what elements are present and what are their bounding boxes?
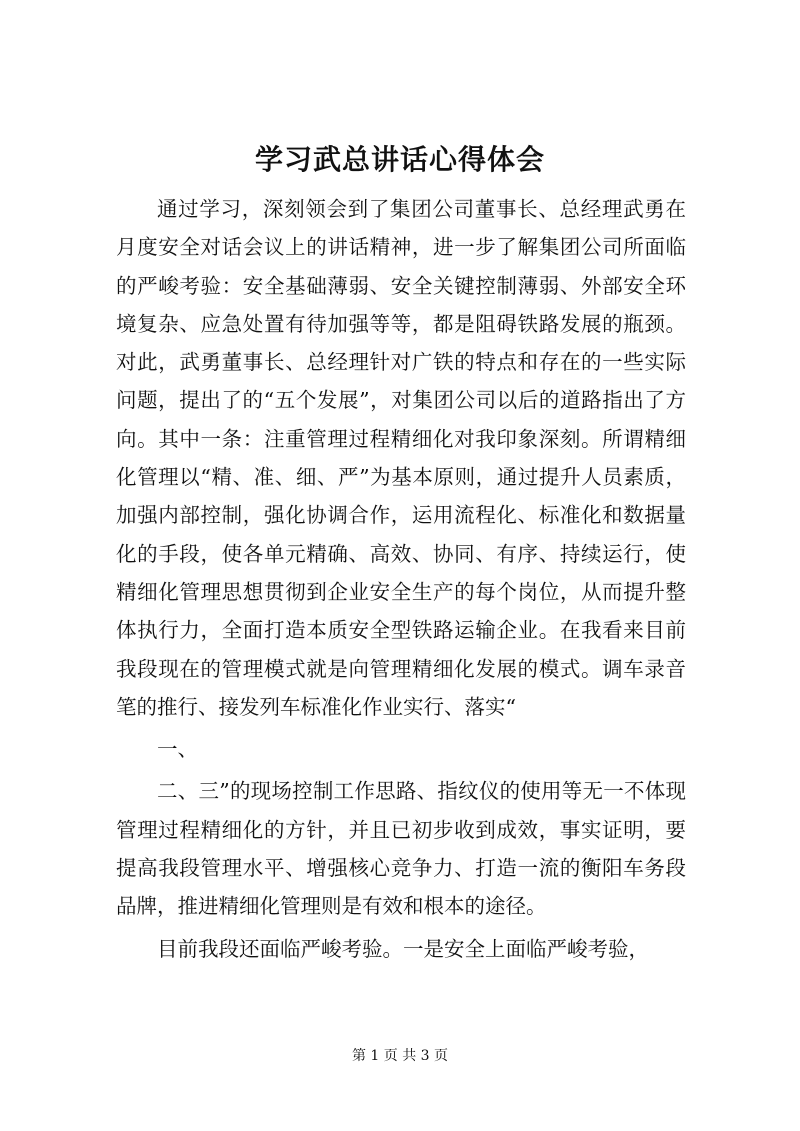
paragraph-1: 通过学习，深刻领会到了集团公司董事长、总经理武勇在月度安全对话会议上的讲话精神，进一步了解集团公司所面临的严峻考验：安全基础薄弱、安全关键控制薄弱、外部安全环境复杂、应急处置有待加强等等，都是阻碍铁路发展的瓶颈。对此，武勇董事长、总经理针对广铁的特点和存在的一些实际问题，提出了的“五个发展”，对集团公司以后的道路指出了方向。其中一条：注重管理过程精细化对我印象深刻。所谓精细化管理以“精、准、细、严”为基本原则，通过提升人员素质，加强内部控制，强化协调合作，运用流程化、标准化和数据量化的手段，使各单元精确、高效、协同、有序、持续运行，使精细化管理思想贯彻到企业安全生产的每个岗位，从而提升整体执行力，全面打造本质安全型铁路运输企业。在我看来目前我段现在的管理模式就是向管理精细化发展的模式。调车录音笔的推行、接发列车标准化作业实行、落实“ bbox=[116, 197, 686, 719]
paragraph-2: 一、 bbox=[157, 737, 198, 762]
paragraph-3: 二、三”的现场控制工作思路、指纹仪的使用等无一不体现管理过程精细化的方针，并且已初步收到成效，事实证明，要提高我段管理水平、增强核心竞争力、打造一流的衡阳车务段品牌，推进精细化管理则是有效和根本的途径。 bbox=[116, 779, 686, 919]
paragraph-4: 目前我段还面临严峻考验。一是安全上面临严峻考验， bbox=[157, 936, 649, 961]
page-number-footer: 第 1 页 共 3 页 bbox=[351, 1048, 449, 1064]
document-title: 学习武总讲话心得体会 bbox=[254, 143, 545, 176]
document-body bbox=[116, 190, 686, 968]
